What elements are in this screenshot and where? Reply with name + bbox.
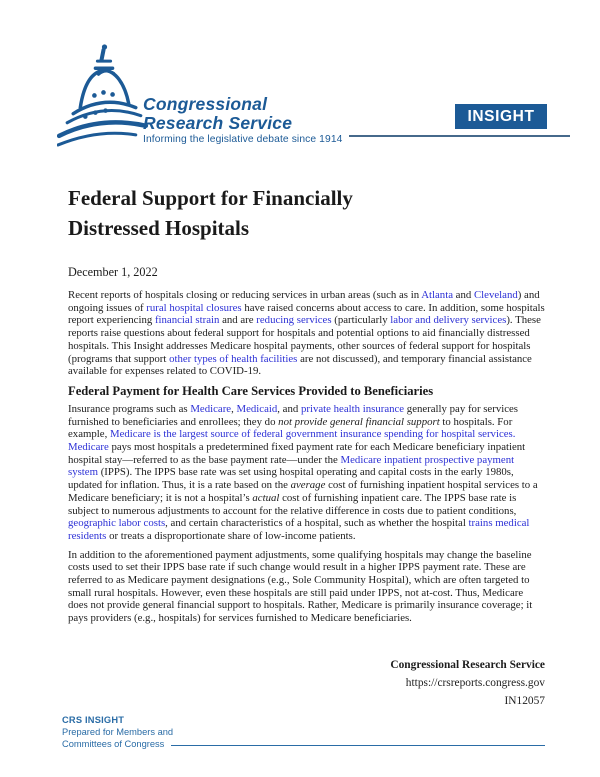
inline-link[interactable]: geographic labor costs — [68, 517, 166, 530]
footer-report-id: IN12057 — [504, 695, 545, 707]
inline-link[interactable]: Medicare inpatient prospective payment system — [68, 453, 515, 479]
footer-publication-block — [390, 656, 545, 710]
text-segment: have raised concerns about access to care. In addition, some hospitals report experiencing — [68, 301, 545, 327]
text-segment: In addition to the aforementioned payment adjustments, some qualifying hospitals may change the baseline costs used to set their IPPS base rate if such change would result in a higher IPPS payment rate. These are referred to as Medicare payment designations (e.g., Sole Community Hospital), which are often targeted to small rural hospitals. However, even these hospitals are still paid under IPPS, not at-cost. Thus, Medicare does not provide general financial support to hospitals. Rather, Medicare is primarily insurance coverage; it pays providers (e.g., hospitals) for services furnished to Medicare beneficiaries. — [68, 548, 533, 625]
footer-prepared-line1: Prepared for Members and — [62, 727, 174, 737]
body-paragraph-1 — [68, 289, 545, 378]
text-segment: actual — [252, 491, 280, 504]
inline-link[interactable]: other types of health facilities — [169, 352, 298, 365]
document-date: December 1, 2022 — [68, 265, 158, 279]
header-rule — [349, 135, 570, 137]
text-segment: ) and ongoing issues of — [68, 289, 540, 314]
text-segment: or treats a disproportionate share of low-income patients. — [106, 529, 356, 542]
inline-link[interactable]: Medicaid — [236, 402, 278, 415]
text-segment: , and certain characteristics of a hospital, such as whether the hospital — [165, 517, 469, 530]
footer-publisher: Congressional Research Service — [390, 659, 545, 671]
text-segment: Insurance programs such as — [68, 402, 191, 415]
page-title — [68, 183, 545, 243]
title-line: Distressed Hospitals — [68, 216, 250, 240]
text-segment: pays most hospitals a predetermined fixed payment rate for each Medicare beneficiary inpatient hospital stay—referred to as the base payment rate—under the — [68, 441, 526, 466]
text-segment: , — [231, 402, 237, 415]
logo-name-line1: Congressional — [143, 94, 268, 114]
text-segment: cost of furnishing inpatient care. The IPPS base rate is subject to numerous adjustments to account for the relative difference in costs due to patient conditions, — [68, 491, 517, 517]
inline-link[interactable]: rural hospital closures — [146, 301, 242, 314]
text-segment: average — [290, 479, 326, 492]
inline-link[interactable]: Medicare — [190, 402, 232, 415]
inline-link[interactable]: Atlanta — [421, 289, 453, 301]
section-heading: Federal Payment for Health Care Services Provided to Beneficiaries — [68, 383, 434, 398]
text-segment: (IPPS). The IPPS base rate was set using hospital operating and capital costs in the early 1980s, updated for inflation. Thus, it is a rate based on the — [68, 466, 514, 492]
footer-series-block — [62, 714, 545, 750]
text-segment: generally pay for services furnished to beneficiaries and enrollees; they do — [68, 402, 519, 428]
document-body — [68, 183, 545, 631]
text-segment: and — [452, 289, 474, 301]
inline-link[interactable]: labor and delivery services — [390, 314, 507, 327]
text-segment: and are — [219, 314, 257, 327]
logo-tagline: Informing the legislative debate since 1914 — [143, 134, 343, 145]
capitol-dome-icon — [57, 43, 152, 150]
text-segment: , and — [277, 402, 301, 415]
footer-prepared-line2: Committees of Congress — [62, 739, 165, 749]
title-line: Federal Support for Financially — [68, 186, 353, 210]
inline-link[interactable]: financial strain — [154, 314, 220, 327]
footer-url[interactable]: https://crsreports.congress.gov — [405, 677, 545, 689]
inline-link[interactable]: Medicare is the largest source of federal government insurance spending for hospital services. — [109, 428, 516, 441]
inline-link[interactable]: private health insurance — [300, 402, 405, 415]
text-segment: are not discussed), and temporary financial assistance available for expenses related to COVID-19. — [68, 352, 532, 378]
inline-link[interactable]: reducing services — [256, 314, 332, 327]
crs-logo — [143, 95, 343, 145]
footer-rule — [171, 745, 545, 746]
footer-series-label: CRS INSIGHT — [62, 715, 125, 725]
body-paragraph-2 — [68, 403, 545, 543]
text-segment: ). These reports raise questions about federal support for hospitals and potential options to aid financially distressed hospitals. This Insight addresses Medicare hospital payments, other sources of federal support for hospitals (programs that support — [68, 314, 541, 365]
text-segment: cost of furnishing inpatient hospital services to a Medicare beneficiary; it is not a hospital’s — [68, 479, 538, 504]
text-segment: not provide general financial support — [278, 415, 440, 428]
logo-name-line2: Research Service — [143, 112, 293, 133]
inline-link[interactable]: trains medical residents — [68, 517, 530, 542]
inline-link[interactable]: Medicare — [68, 441, 109, 454]
body-paragraph-3 — [68, 549, 545, 625]
text-segment: Recent reports of hospitals closing or reducing services in urban areas (such as in — [68, 289, 422, 301]
text-segment: (particularly — [331, 314, 391, 327]
text-segment: to hospitals. For example, — [68, 415, 513, 441]
insight-badge: INSIGHT — [455, 104, 547, 129]
inline-link[interactable]: Cleveland — [473, 289, 518, 301]
